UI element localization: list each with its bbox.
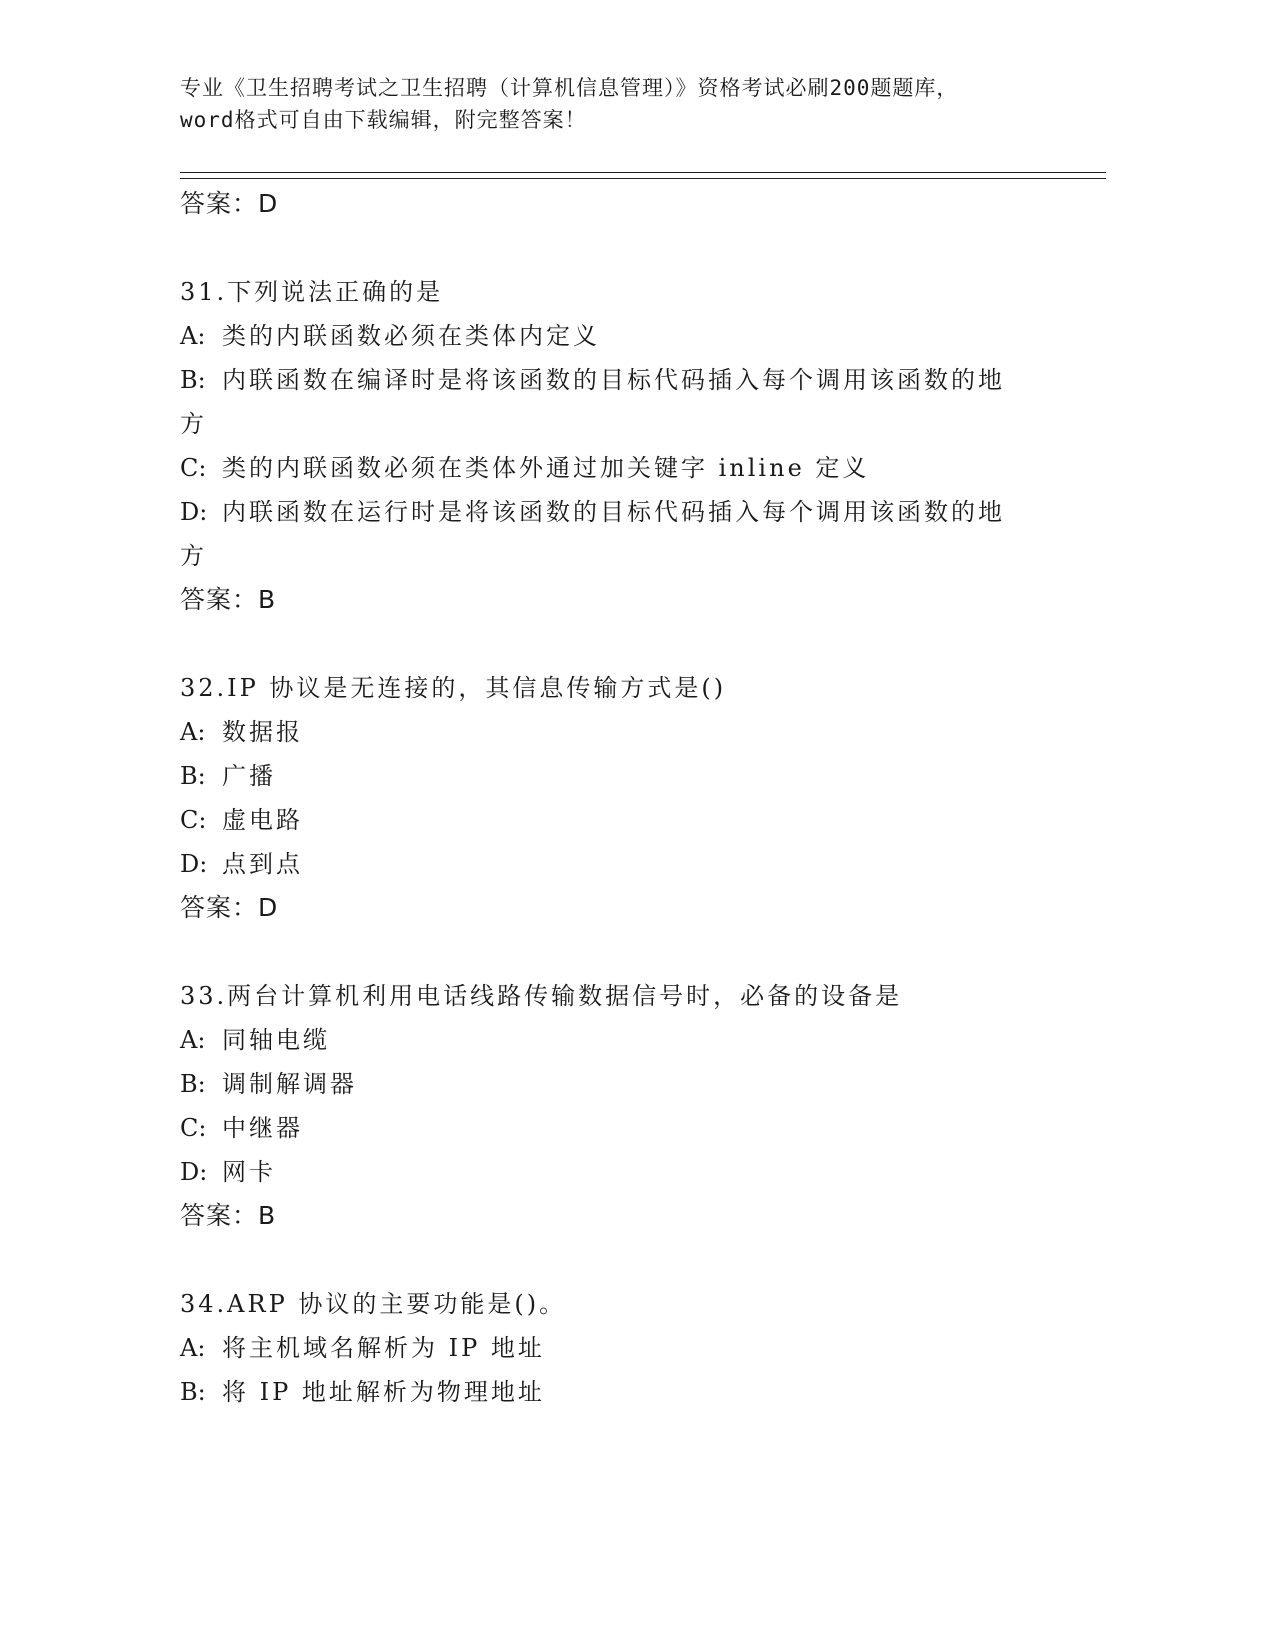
option-d bbox=[180, 1150, 1060, 1194]
option-text: 内联函数在运行时是将该函数的目标代码插入每个调用该函数的地 bbox=[222, 498, 1005, 526]
option-text: 点到点 bbox=[222, 850, 303, 878]
option-prefix: C: bbox=[180, 1114, 207, 1142]
answer-line: 答案：B bbox=[180, 585, 277, 614]
option-b bbox=[180, 1370, 1060, 1414]
option-c bbox=[180, 1106, 1060, 1150]
option-prefix: D: bbox=[180, 1158, 208, 1186]
option-text: 内联函数在编译时是将该函数的目标代码插入每个调用该函数的地 bbox=[222, 366, 1005, 394]
header-divider-top bbox=[180, 172, 1106, 173]
option-prefix: B: bbox=[180, 366, 206, 394]
option-text: 网卡 bbox=[222, 1158, 276, 1186]
option-prefix: D: bbox=[180, 850, 208, 878]
question-stem: 31.下列说法正确的是 bbox=[180, 278, 444, 306]
option-text: 数据报 bbox=[222, 718, 303, 746]
option-b bbox=[180, 1062, 1060, 1106]
header-line-2: word格式可自由下载编辑，附完整答案！ bbox=[180, 108, 587, 132]
spacer bbox=[180, 930, 1060, 974]
question-block bbox=[180, 1282, 1060, 1414]
option-a bbox=[180, 1326, 1060, 1370]
option-d bbox=[180, 490, 1060, 534]
option-prefix: A: bbox=[180, 718, 206, 746]
question-stem: 34.ARP 协议的主要功能是()。 bbox=[180, 1290, 567, 1318]
option-text: 虚电路 bbox=[222, 806, 303, 834]
option-text: 类的内联函数必须在类体外通过加关键字 inline 定义 bbox=[222, 454, 870, 482]
option-text: 同轴电缆 bbox=[222, 1026, 330, 1054]
option-b bbox=[180, 358, 1060, 402]
option-prefix: A: bbox=[180, 1026, 206, 1054]
option-prefix: C: bbox=[180, 806, 207, 834]
option-prefix: B: bbox=[180, 1378, 206, 1406]
document-header bbox=[180, 72, 1060, 136]
option-prefix: B: bbox=[180, 762, 206, 790]
option-b bbox=[180, 754, 1060, 798]
option-text: 方 bbox=[180, 410, 207, 438]
option-d-continued bbox=[180, 534, 1060, 578]
option-text: 将 IP 地址解析为物理地址 bbox=[222, 1378, 545, 1406]
option-prefix: A: bbox=[180, 1334, 206, 1362]
question-stem: 33.两台计算机利用电话线路传输数据信号时，必备的设备是 bbox=[180, 982, 903, 1010]
option-text: 类的内联函数必须在类体内定义 bbox=[222, 322, 600, 350]
question-block bbox=[180, 270, 1060, 622]
spacer bbox=[180, 622, 1060, 666]
option-c bbox=[180, 798, 1060, 842]
option-prefix: D: bbox=[180, 498, 208, 526]
question-block bbox=[180, 974, 1060, 1238]
question-list bbox=[180, 182, 1060, 1414]
option-prefix: C: bbox=[180, 454, 207, 482]
option-text: 中继器 bbox=[222, 1114, 303, 1142]
option-text: 调制解调器 bbox=[222, 1070, 357, 1098]
option-prefix: A: bbox=[180, 322, 206, 350]
option-text: 将主机域名解析为 IP 地址 bbox=[222, 1334, 545, 1362]
header-line-1: 专业《卫生招聘考试之卫生招聘（计算机信息管理）》资格考试必刷200题题库， bbox=[180, 76, 959, 100]
option-text: 方 bbox=[180, 542, 207, 570]
option-prefix: B: bbox=[180, 1070, 206, 1098]
option-c bbox=[180, 446, 1060, 490]
answer-line: 答案：D bbox=[180, 189, 279, 218]
option-a bbox=[180, 1018, 1060, 1062]
question-stem: 32.IP 协议是无连接的，其信息传输方式是() bbox=[180, 674, 727, 702]
spacer bbox=[180, 226, 1060, 270]
question-block bbox=[180, 666, 1060, 930]
answer-line: 答案：B bbox=[180, 1201, 277, 1230]
answer-line: 答案：D bbox=[180, 893, 279, 922]
option-b-continued bbox=[180, 402, 1060, 446]
option-a bbox=[180, 314, 1060, 358]
option-d bbox=[180, 842, 1060, 886]
spacer bbox=[180, 1238, 1060, 1282]
option-text: 广播 bbox=[222, 762, 276, 790]
header-divider-bottom bbox=[180, 178, 1106, 179]
option-a bbox=[180, 710, 1060, 754]
